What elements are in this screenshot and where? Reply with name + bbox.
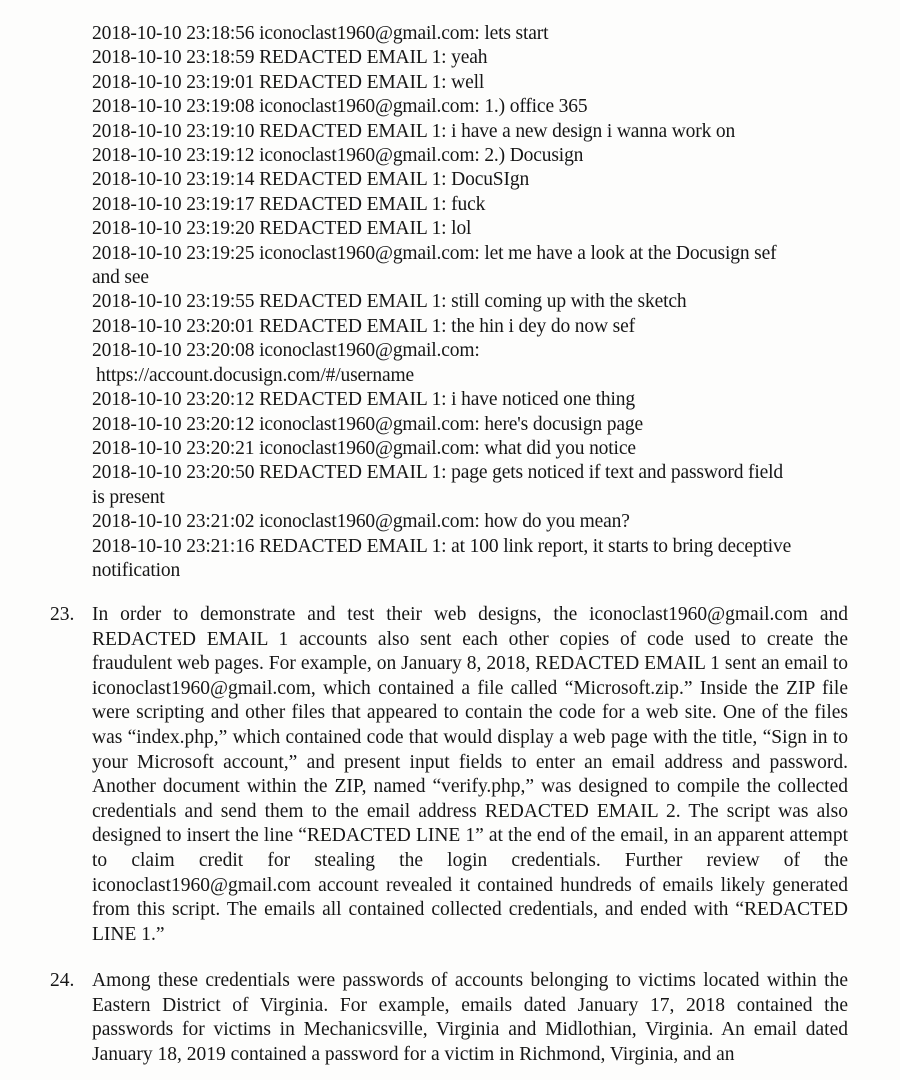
chat-line: 2018-10-10 23:18:56 iconoclast1960@gmail.com: lets start	[92, 23, 549, 44]
chat-line: 2018-10-10 23:19:01 REDACTED EMAIL 1: well	[92, 71, 485, 93]
chat-line: 2018-10-10 23:20:21 iconoclast1960@gmail.com: what did you notice	[92, 437, 636, 459]
paragraph-body: Among these credentials were passwords of accounts belonging to victims located within the Eastern District of Virginia. For example, emails dated January 17, 2018 contained the passwords for victims in Mechanicsville, Virginia and Midlothian, Virginia. An email dated January 18, 2019 contained a password for a victim in Richmond, Virginia, and an	[92, 970, 848, 1065]
chat-line: 2018-10-10 23:20:12 REDACTED EMAIL 1: i have noticed one thing	[92, 389, 635, 411]
chat-line: 2018-10-10 23:19:25 iconoclast1960@gmail.com: let me have a look at the Docusign sef	[92, 242, 777, 264]
chat-line: 2018-10-10 23:19:20 REDACTED EMAIL 1: lol	[92, 218, 472, 240]
chat-line: 2018-10-10 23:19:08 iconoclast1960@gmail.com: 1.) office 365	[92, 96, 588, 118]
chat-line: 2018-10-10 23:20:08 iconoclast1960@gmail.com:	[92, 340, 480, 362]
paragraph-24	[50, 969, 848, 1067]
chat-line: 2018-10-10 23:19:10 REDACTED EMAIL 1: i have a new design i wanna work on	[92, 120, 736, 142]
paragraph-body: In order to demonstrate and test their web designs, the iconoclast1960@gmail.com and REDACTED EMAIL 1 accounts also sent each other copies of code used to create the fraudulent web pages. For example, on January 8, 2018, REDACTED EMAIL 1 sent an email to iconoclast1960@gmail.com, which contained a file called “Microsoft.zip.” Inside the ZIP file were scripting and other files that appeared to contain the code for a web site. One of the files was “index.php,” which contained code that would display a web page with the title, “Sign in to your Microsoft account,” and present input fields to enter an email address and password. Another document within the ZIP, named “verify.php,” was designed to compile the collected credentials and send them to the email address REDACTED EMAIL 2. The script was also designed to insert the line “REDACTED LINE 1” at the end of the email, in an apparent attempt to claim credit for stealing the login credentials. Further review of the iconoclast1960@gmail.com account revealed it contained hundreds of emails likely generated from this script. The emails all contained collected credentials, and ended with “REDACTED LINE 1.”	[92, 604, 848, 945]
paragraph-number: 24.	[50, 970, 75, 991]
chat-log	[92, 22, 857, 583]
chat-line: 2018-10-10 23:20:50 REDACTED EMAIL 1: page gets noticed if text and password field	[92, 462, 784, 484]
paragraph-number: 23.	[50, 604, 75, 625]
chat-line: 2018-10-10 23:18:59 REDACTED EMAIL 1: yeah	[92, 47, 488, 69]
chat-line: 2018-10-10 23:20:12 iconoclast1960@gmail.com: here's docusign page	[92, 413, 643, 435]
chat-line: 2018-10-10 23:19:55 REDACTED EMAIL 1: still coming up with the sketch	[92, 291, 687, 313]
chat-line: 2018-10-10 23:19:12 iconoclast1960@gmail.com: 2.) Docusign	[92, 145, 584, 167]
chat-line: 2018-10-10 23:19:14 REDACTED EMAIL 1: DocuSIgn	[92, 169, 530, 191]
chat-line: 2018-10-10 23:20:01 REDACTED EMAIL 1: the hin i dey do now sef	[92, 315, 635, 337]
chat-line: 2018-10-10 23:21:16 REDACTED EMAIL 1: at 100 link report, it starts to bring deceptive	[92, 535, 792, 557]
chat-line-continuation: notification	[92, 559, 181, 581]
chat-line: 2018-10-10 23:21:02 iconoclast1960@gmail.com: how do you mean?	[92, 511, 630, 533]
chat-line: 2018-10-10 23:19:17 REDACTED EMAIL 1: fuck	[92, 193, 486, 215]
chat-line-continuation: is present	[92, 486, 165, 508]
chat-line-continuation: and see	[92, 267, 149, 289]
chat-line-url: https://account.docusign.com/#/username	[96, 364, 414, 386]
paragraph-23	[50, 603, 848, 947]
